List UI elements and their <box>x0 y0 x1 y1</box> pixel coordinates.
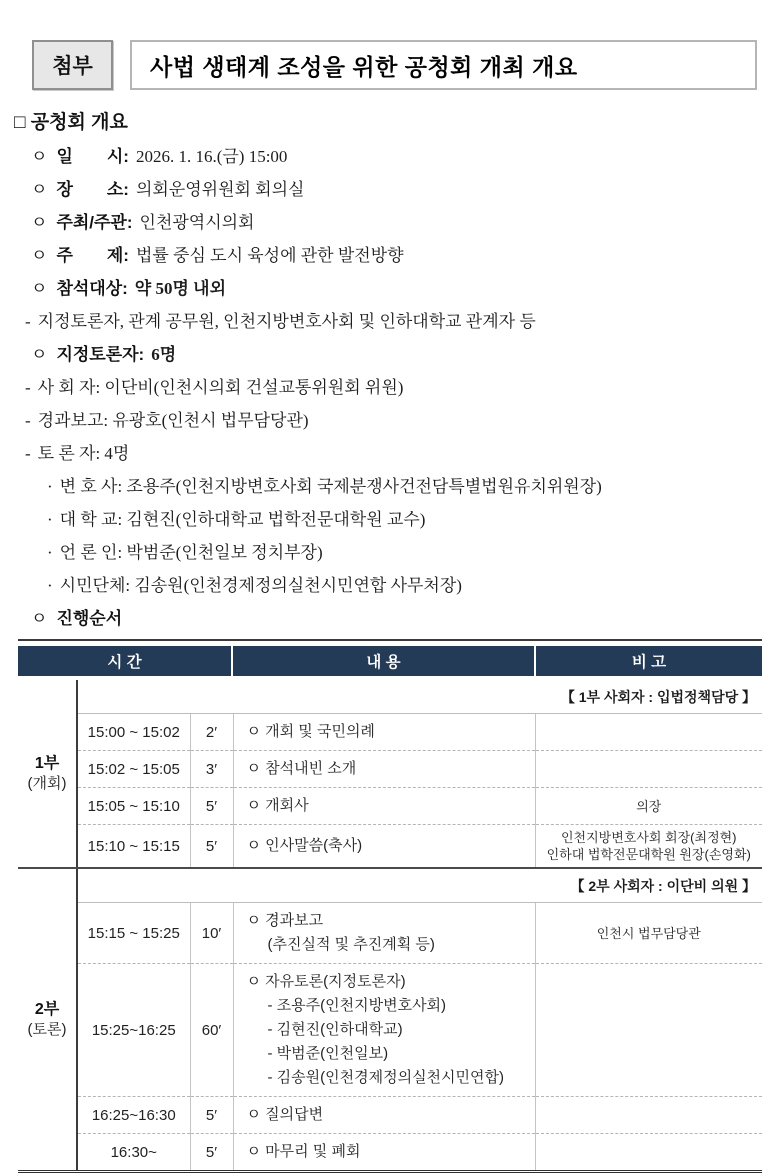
item-value: 인천광역시의회 <box>139 213 255 232</box>
content-line: - 박범준(인천일보) <box>267 1045 389 1062</box>
content-cell <box>233 788 535 825</box>
item-value: 법률 중심 도시 육성에 관한 발전방향 <box>135 246 404 265</box>
time-cell: 15:00 ~ 15:02 <box>77 714 190 751</box>
content-line: ㅇ 참석내빈 소개 <box>246 760 357 777</box>
remark-cell <box>535 751 762 788</box>
overview-item <box>14 206 763 239</box>
item-value: 대 학 교: 김현진(인하대학교 법학전문대학원 교수) <box>59 510 426 529</box>
duration-cell: 60′ <box>190 964 233 1097</box>
circle-bullet-icon: ㅇ <box>31 147 48 166</box>
part-label: 2부 <box>34 1000 60 1018</box>
content-line: ㅇ 인사말씀(축사) <box>246 837 363 854</box>
content-line: - 조용주(인천지방변호사회) <box>267 997 447 1014</box>
schedule-table-body <box>18 680 762 1172</box>
overview-item <box>14 272 763 305</box>
item-label: 장 소: <box>56 180 129 199</box>
schedule-table-wrap <box>18 639 762 1173</box>
attachment-badge: 첨부 <box>32 40 113 90</box>
item-value: 2026. 1. 16.(금) 15:00 <box>135 147 288 166</box>
moderator-note-row <box>18 680 762 714</box>
schedule-table <box>18 680 762 1173</box>
item-value: 6명 <box>151 345 177 364</box>
remark-cell <box>535 714 762 751</box>
dot-bullet-icon: · <box>47 510 53 529</box>
part-label-cell <box>18 680 77 868</box>
schedule-row <box>18 714 762 751</box>
schedule-header-row <box>18 646 762 676</box>
content-line: ㅇ 개회 및 국민의례 <box>246 723 375 740</box>
content-line: ㅇ 경과보고 <box>246 912 324 929</box>
remark-line: 인하대 법학전문대학원 원장(손영화) <box>546 847 751 862</box>
schedule-column-header: 비 고 <box>536 646 762 676</box>
content-cell <box>233 1097 535 1134</box>
schedule-column-header: 시 간 <box>18 646 233 676</box>
schedule-row <box>18 964 762 1097</box>
content-line: - 김송원(인천경제정의실천시민연합) <box>267 1069 505 1086</box>
time-cell: 16:30~ <box>77 1134 190 1172</box>
time-cell: 15:10 ~ 15:15 <box>77 825 190 869</box>
duration-cell: 5′ <box>190 788 233 825</box>
time-cell: 15:25~16:25 <box>77 964 190 1097</box>
content-line: ㅇ 개회사 <box>246 797 309 814</box>
overview-item <box>14 338 763 371</box>
content-cell <box>233 964 535 1097</box>
dot-bullet-icon: · <box>47 576 53 595</box>
circle-bullet-icon: ㅇ <box>31 279 48 298</box>
schedule-row <box>18 825 762 869</box>
remark-cell <box>535 825 762 869</box>
duration-cell: 2′ <box>190 714 233 751</box>
dot-bullet-icon: · <box>47 543 53 562</box>
time-cell: 15:15 ~ 15:25 <box>77 903 190 964</box>
overview-list <box>14 140 763 635</box>
item-label: 지정토론자: <box>56 345 145 364</box>
item-value: 시민단체: 김송원(인천경제정의실천시민연합 사무처장) <box>59 576 462 595</box>
remark-cell <box>535 1097 762 1134</box>
overview-item <box>14 536 763 569</box>
item-value: 토 론 자: 4명 <box>37 444 130 463</box>
overview-item <box>14 470 763 503</box>
remark-line: 인천시 법무담당관 <box>596 925 701 941</box>
overview-item <box>14 140 763 173</box>
moderator-note-row <box>18 868 762 903</box>
item-value: 언 론 인: 박범준(인천일보 정치부장) <box>59 543 323 562</box>
item-label: 진행순서 <box>56 609 123 628</box>
item-label: 주 제: <box>56 246 129 265</box>
part-label: 1부 <box>34 754 60 772</box>
schedule-row <box>18 1097 762 1134</box>
item-label: 주최/주관: <box>56 213 133 232</box>
item-value: 의회운영위원회 회의실 <box>135 180 305 199</box>
remark-cell <box>535 903 762 964</box>
overview-item <box>14 437 763 470</box>
schedule-row <box>18 903 762 964</box>
content-line: (추진실적 및 추진계획 등) <box>267 936 435 953</box>
circle-bullet-icon: ㅇ <box>31 213 48 232</box>
content-cell <box>233 1134 535 1172</box>
overview-item <box>14 404 763 437</box>
table-top-rule <box>18 639 762 641</box>
content-cell <box>233 714 535 751</box>
overview-item <box>14 173 763 206</box>
content-cell <box>233 903 535 964</box>
content-line: - 김현진(인하대학교) <box>267 1021 403 1038</box>
overview-item <box>14 239 763 272</box>
schedule-row <box>18 788 762 825</box>
dash-bullet-icon: - <box>25 312 31 331</box>
moderator-note: 【 2부 사회자 : 이단비 의원 】 <box>77 868 762 903</box>
remark-line: 인천지방변호사회 회장(최정현) <box>560 830 737 845</box>
document-title: 사법 생태계 조성을 위한 공청회 개최 개요 <box>130 40 757 90</box>
part-sublabel: (개회) <box>27 774 67 792</box>
part-label-cell <box>18 868 77 1172</box>
duration-cell: 3′ <box>190 751 233 788</box>
item-value: 사 회 자: 이단비(인천시의회 건설교통위원회 위원) <box>37 378 404 397</box>
duration-cell: 5′ <box>190 1097 233 1134</box>
overview-item <box>14 602 763 635</box>
overview-item <box>14 503 763 536</box>
overview-item <box>14 569 763 602</box>
item-label: 일 시: <box>56 147 129 166</box>
dash-bullet-icon: - <box>25 411 31 430</box>
circle-bullet-icon: ㅇ <box>31 609 48 628</box>
time-cell: 15:05 ~ 15:10 <box>77 788 190 825</box>
overview-section-title: □ 공청회 개요 <box>14 112 128 133</box>
circle-bullet-icon: ㅇ <box>31 345 48 364</box>
circle-bullet-icon: ㅇ <box>31 246 48 265</box>
part-sublabel: (토론) <box>27 1020 67 1038</box>
item-value: 약 50명 내외 <box>134 279 226 298</box>
content-line: ㅇ 자유토론(지정토론자) <box>246 973 406 990</box>
dot-bullet-icon: · <box>47 477 53 496</box>
schedule-column-header: 내 용 <box>233 646 536 676</box>
remark-cell <box>535 788 762 825</box>
time-cell: 15:02 ~ 15:05 <box>77 751 190 788</box>
content-cell <box>233 825 535 869</box>
schedule-row <box>18 1134 762 1172</box>
item-label: 참석대상: <box>56 279 128 298</box>
content-line: ㅇ 질의답변 <box>246 1106 324 1123</box>
item-value: 지정토론자, 관계 공무원, 인천지방변호사회 및 인하대학교 관계자 등 <box>37 312 536 331</box>
schedule-row <box>18 751 762 788</box>
item-value: 변 호 사: 조용주(인천지방변호사회 국제분쟁사건전담특별법원유치위원장) <box>59 477 602 496</box>
remark-cell <box>535 964 762 1097</box>
content-cell <box>233 751 535 788</box>
dash-bullet-icon: - <box>25 378 31 397</box>
overview-item <box>14 305 763 338</box>
circle-bullet-icon: ㅇ <box>31 180 48 199</box>
remark-line: 의장 <box>636 798 662 814</box>
content-line: ㅇ 마무리 및 폐회 <box>246 1143 361 1160</box>
duration-cell: 5′ <box>190 1134 233 1172</box>
dash-bullet-icon: - <box>25 444 31 463</box>
duration-cell: 5′ <box>190 825 233 869</box>
time-cell: 16:25~16:30 <box>77 1097 190 1134</box>
overview-item <box>14 371 763 404</box>
duration-cell: 10′ <box>190 903 233 964</box>
item-value: 경과보고: 유광호(인천시 법무담당관) <box>37 411 309 430</box>
remark-cell <box>535 1134 762 1172</box>
document-header <box>32 40 757 90</box>
moderator-note: 【 1부 사회자 : 입법정책담당 】 <box>77 680 762 714</box>
